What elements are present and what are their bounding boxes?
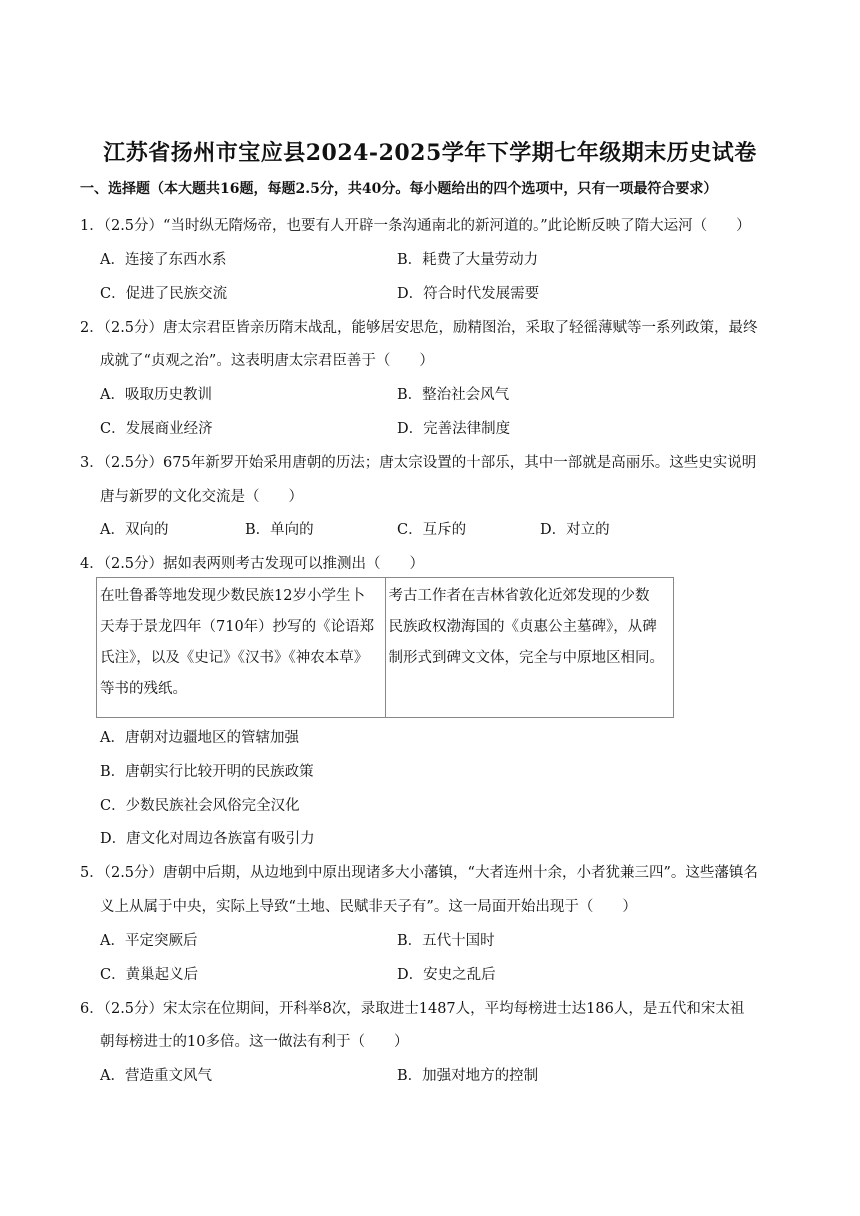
question-3-option-d: D．对立的 <box>540 522 610 538</box>
question-2-stem-line-2: 成就了“贞观之治”。这表明唐太宗君臣善于（ ） <box>100 353 434 369</box>
question-5-option-d: D．安史之乱后 <box>397 967 496 983</box>
question-5-stem-line-1: 5．（2.5分）唐朝中后期，从边地到中原出现诸多大小藩镇，“大者连州十余，小者犹兼三四”。这些藩镇名 <box>80 865 758 881</box>
question-1-option-c: C．促进了民族交流 <box>100 286 228 302</box>
question-1-stem: 1．（2.5分）“当时纵无隋炀帝，也要有人开辟一条沟通南北的新河道的。”此论断反映了隋大运河（ ） <box>80 218 751 234</box>
question-1-option-b: B．耗费了大量劳动力 <box>397 252 539 268</box>
evidence-right-cell <box>385 578 674 718</box>
question-5-stem-line-2: 义上从属于中央，实际上导致“土地、民赋非天子有”。这一局面开始出现于（ ） <box>100 899 637 915</box>
question-4-option-a: A．唐朝对边疆地区的管辖加强 <box>100 730 299 746</box>
question-2-stem-line-1: 2．（2.5分）唐太宗君臣皆亲历隋末战乱，能够居安思危，励精图治，采取了轻徭薄赋等一系列政策，最终 <box>80 320 758 336</box>
evidence-left-line-3: 氏注》，以及《史记》《汉书》《神农本草》 <box>100 650 369 666</box>
question-6-stem-line-2: 朝每榜进士的10多倍。这一做法有利于（ ） <box>100 1034 409 1050</box>
question-6-option-b: B．加强对地方的控制 <box>397 1068 539 1084</box>
evidence-table <box>96 577 674 718</box>
table-row <box>97 578 674 718</box>
question-2-option-d: D．完善法律制度 <box>397 421 511 437</box>
question-5-option-b: B．五代十国时 <box>397 933 495 949</box>
question-6-stem-line-1: 6．（2.5分）宋太宗在位期间，开科举8次，录取进士1487人，平均每榜进士达186人，是五代和宋太祖 <box>80 1001 745 1017</box>
question-2-option-b: B．整治社会风气 <box>397 387 510 403</box>
question-1-option-d: D．符合时代发展需要 <box>397 286 540 302</box>
evidence-left-line-4: 等书的残纸。 <box>100 681 187 697</box>
question-4-option-d: D．唐文化对周边各族富有吸引力 <box>100 831 315 847</box>
evidence-right-line-1: 考古工作者在吉林省敦化近郊发现的少数 <box>388 588 650 604</box>
question-3-option-c: C．互斥的 <box>397 522 467 538</box>
evidence-left-line-1: 在吐鲁番等地发现少数民族12岁小学生卜 <box>100 588 365 604</box>
question-1-option-a: A．连接了东西水系 <box>100 252 227 268</box>
question-3-option-b: B．单向的 <box>245 522 314 538</box>
question-5-option-a: A．平定突厥后 <box>100 933 198 949</box>
page-title: 江苏省扬州市宝应县2024-2025学年下学期七年级期末历史试卷 <box>103 140 757 166</box>
question-3-option-a: A．双向的 <box>100 522 169 538</box>
evidence-right-line-2: 民族政权渤海国的《贞惠公主墓碑》，从碑 <box>388 619 657 635</box>
question-6-option-a: A．营造重文风气 <box>100 1068 212 1084</box>
question-2-option-c: C．发展商业经济 <box>100 421 213 437</box>
question-4-stem: 4．（2.5分）据如表两则考古发现可以推测出（ ） <box>80 556 425 572</box>
question-3-stem-line-1: 3．（2.5分）675年新罗开始采用唐朝的历法；唐太宗设置的十部乐，其中一部就是高丽乐。这些史实说明 <box>80 455 757 471</box>
evidence-left-cell <box>97 578 386 718</box>
evidence-left-line-2: 天寿于景龙四年（710年）抄写的《论语郑 <box>100 619 375 635</box>
question-4-option-c: C．少数民族社会风俗完全汉化 <box>100 798 300 814</box>
section-heading: 一、选择题（本大题共16题，每题2.5分，共40分。每小题给出的四个选项中，只有一项最符合要求） <box>80 181 718 197</box>
question-4-option-b: B．唐朝实行比较开明的民族政策 <box>100 764 314 780</box>
question-5-option-c: C．黄巢起义后 <box>100 967 199 983</box>
question-3-stem-line-2: 唐与新罗的文化交流是（ ） <box>100 489 303 505</box>
question-2-option-a: A．吸取历史教训 <box>100 387 212 403</box>
evidence-right-line-3: 制形式到碑文文体，完全与中原地区相同。 <box>388 650 664 666</box>
